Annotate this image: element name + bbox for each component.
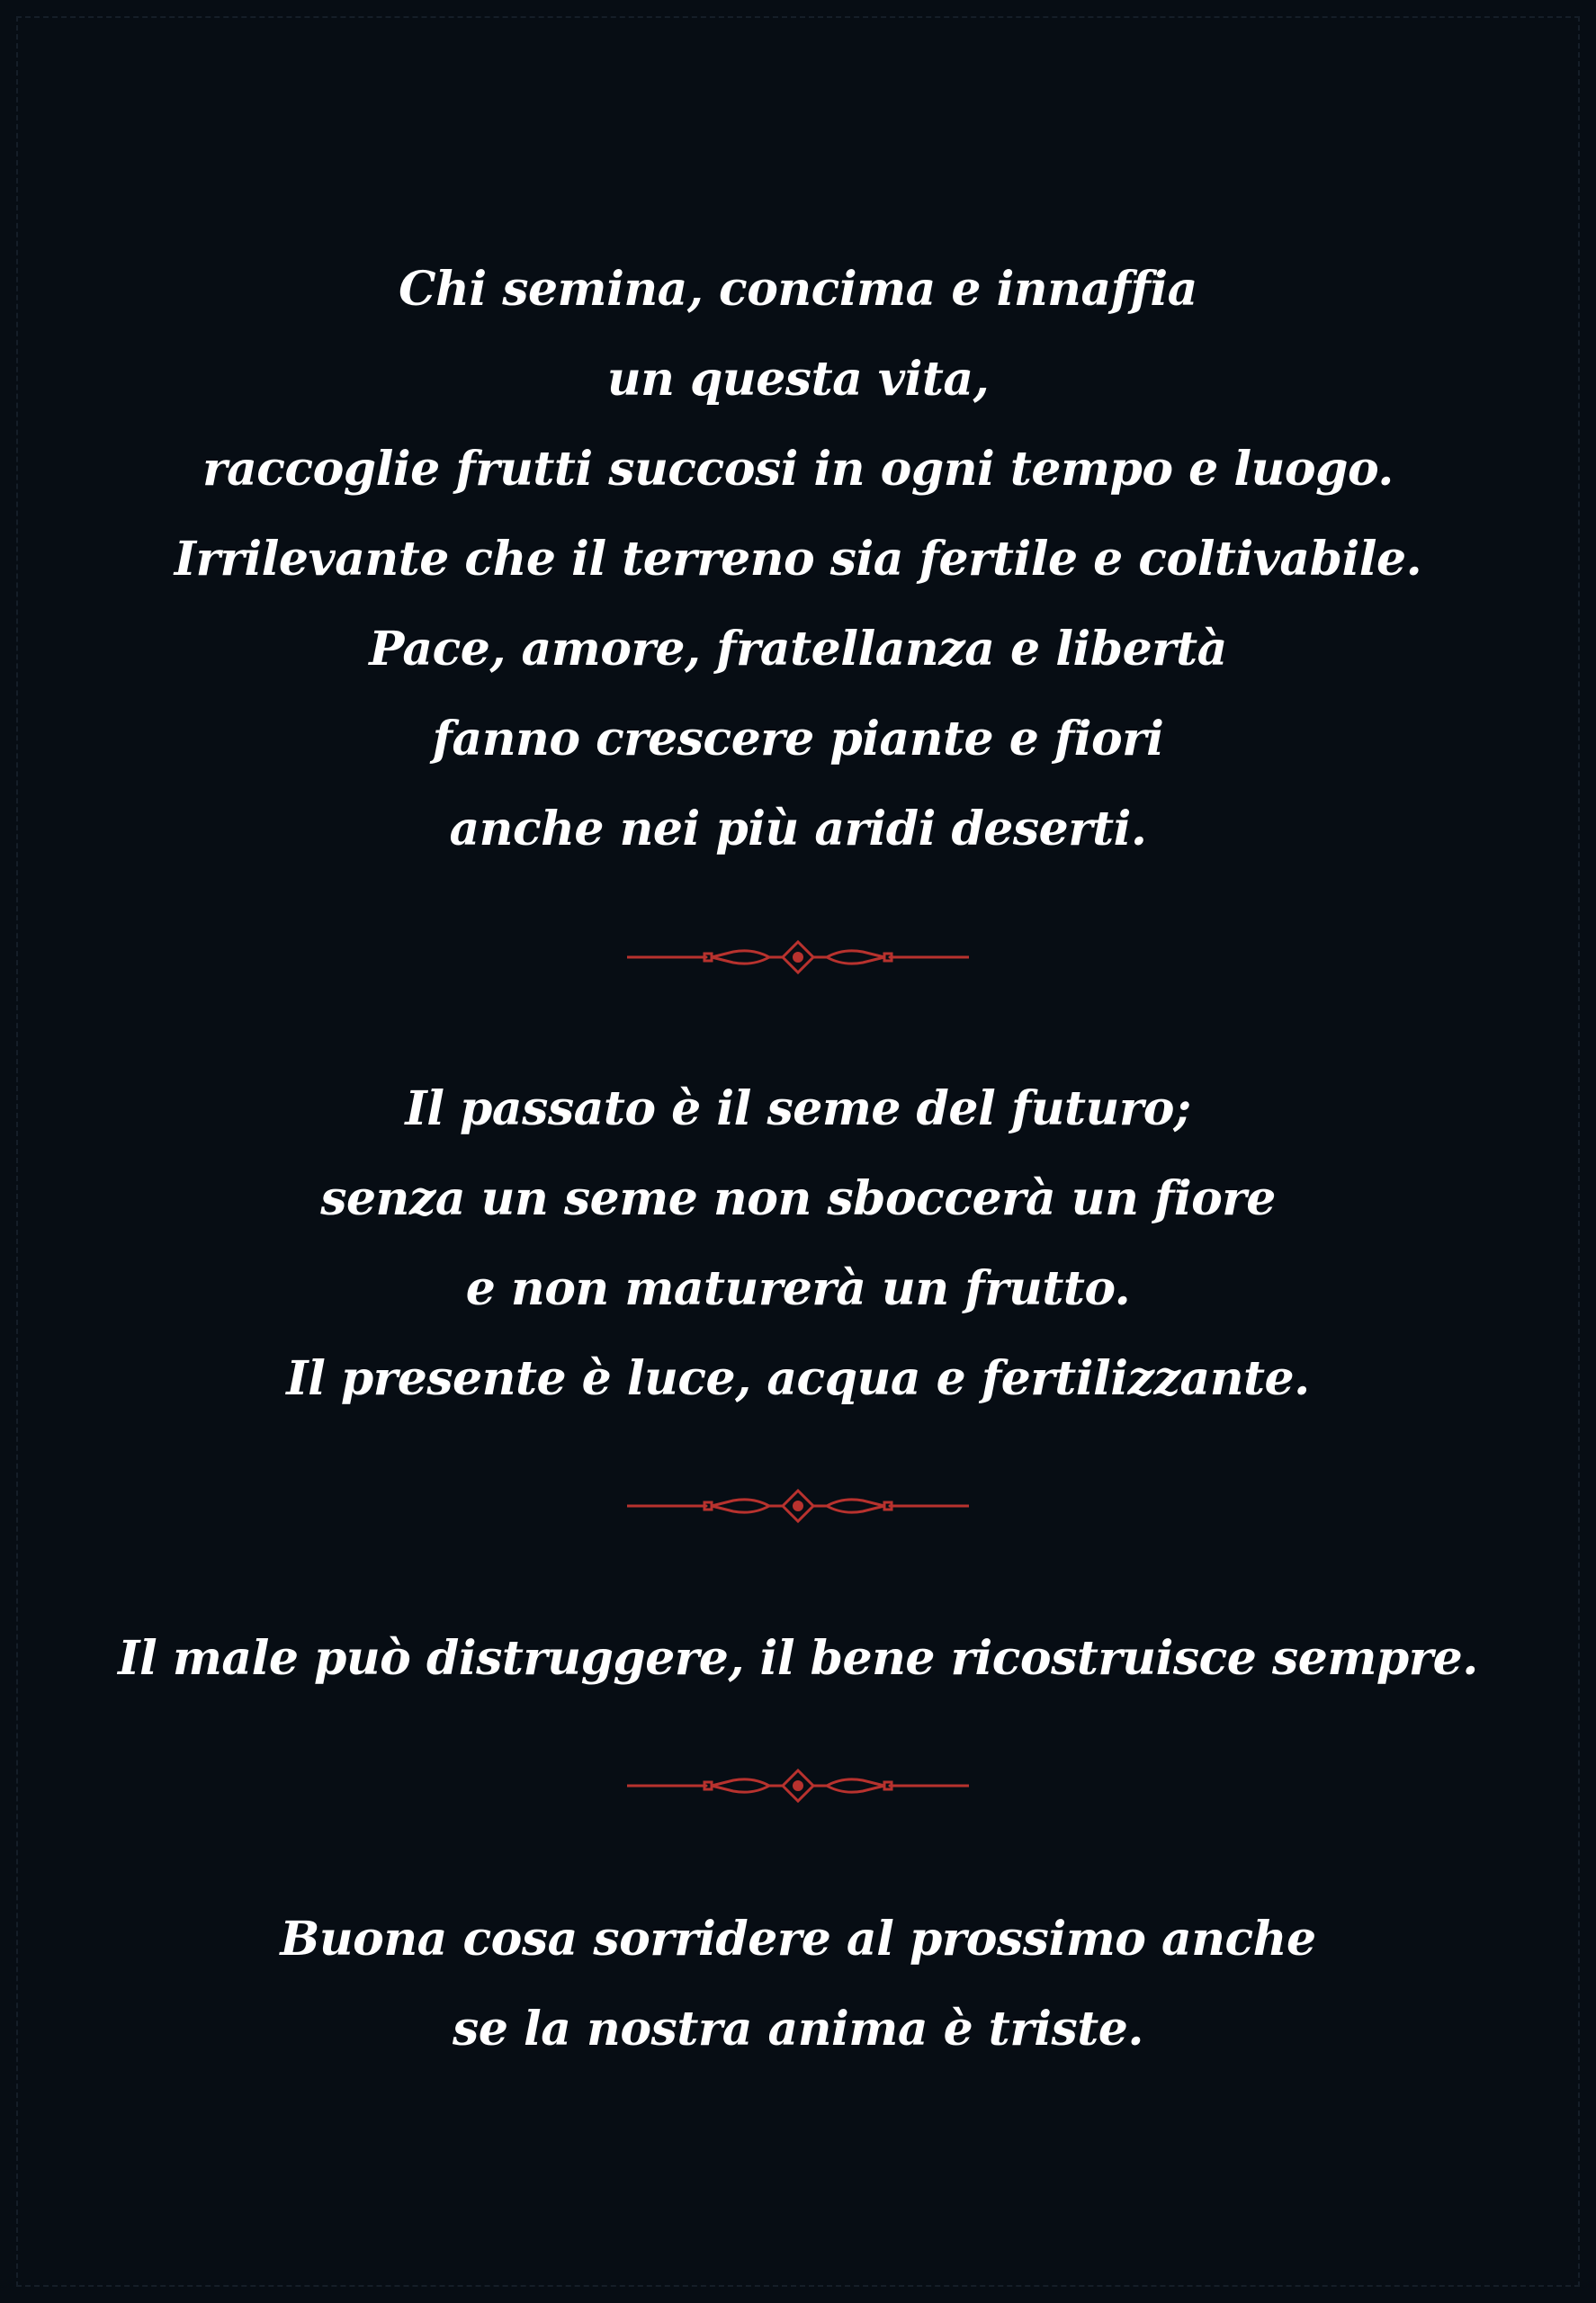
stanza-3 bbox=[0, 1614, 1596, 1704]
stanza-4 bbox=[0, 1895, 1596, 2074]
stanza-2-line-2: senza un seme non sboccerà un fiore bbox=[320, 1171, 1276, 1226]
stanza-2-line-3: e non maturerà un frutto. bbox=[465, 1261, 1131, 1316]
ornamental-divider-icon bbox=[627, 1488, 969, 1524]
ornamental-divider-icon bbox=[627, 939, 969, 975]
stanza-2 bbox=[0, 1064, 1596, 1424]
stanza-1-line-7: anche nei più aridi deserti. bbox=[449, 802, 1147, 856]
stanza-2-line-4: Il presente è luce, acqua e fertilizzante. bbox=[286, 1351, 1310, 1406]
stanza-3-line-1: Il male può distruggere, il bene ricostruisce sempre. bbox=[118, 1631, 1478, 1686]
stanza-4-line-2: se la nostra anima è triste. bbox=[453, 2002, 1143, 2057]
stanza-1-line-2: un questa vita, bbox=[606, 352, 990, 407]
stanza-1-line-6: fanno crescere piante e fiori bbox=[432, 712, 1164, 766]
stanza-1-line-1: Chi semina, concima e innaffia bbox=[399, 262, 1197, 317]
stanza-2-line-1: Il passato è il seme del futuro; bbox=[405, 1081, 1191, 1136]
stanza-4-line-1: Buona cosa sorridere al prossimo anche bbox=[280, 1912, 1316, 1967]
stanza-1 bbox=[0, 245, 1596, 874]
stanza-1-line-4: Irrilevante che il terreno sia fertile e coltivabile. bbox=[174, 532, 1422, 587]
stanza-1-line-3: raccoglie frutti succosi in ogni tempo e luogo. bbox=[202, 442, 1394, 497]
stanza-1-line-5: Pace, amore, fratellanza e libertà bbox=[369, 622, 1227, 677]
ornamental-divider-icon bbox=[627, 1768, 969, 1804]
